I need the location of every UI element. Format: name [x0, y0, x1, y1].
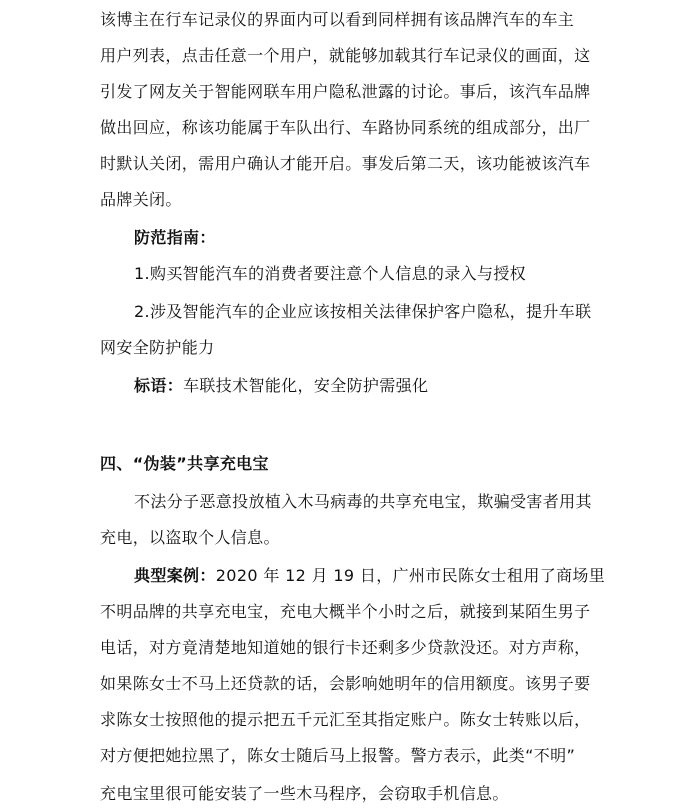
case-line: 如果陈女士不马上还贷款的话，会影响她明年的信用额度。该男子要 — [100, 674, 591, 693]
section-heading: 四、“伪装”共享充电宝 — [100, 454, 269, 473]
paragraph-line: 该博主在行车记录仪的界面内可以看到同样拥有该品牌汽车的车主 — [100, 10, 575, 29]
case-line: 充电宝里很可能安装了一些木马程序，会窃取手机信息。 — [100, 784, 509, 803]
guide-item: 2.涉及智能汽车的企业应该按相关法律保护客户隐私，提升车联 — [134, 302, 592, 321]
guide-item: 1.购买智能汽车的消费者要注意个人信息的录入与授权 — [134, 264, 527, 283]
intro-line: 充电，以盗取个人信息。 — [100, 528, 280, 547]
case-line: 电话，对方竟清楚地知道她的银行卡还剩多少贷款没还。对方声称， — [100, 638, 591, 657]
guide-label: 防范指南： — [134, 228, 216, 247]
paragraph-line: 时默认关闭，需用户确认才能开启。事发后第二天，该功能被该汽车 — [100, 154, 591, 173]
case-line: 不明品牌的共享充电宝，充电大概半个小时之后，就接到某陌生男子 — [100, 602, 591, 621]
case-label: 典型案例： — [134, 566, 216, 585]
paragraph-line: 做出回应，称该功能属于车队出行、车路协同系统的组成部分，出厂 — [100, 118, 591, 137]
paragraph-line: 品牌关闭。 — [100, 190, 182, 209]
case-line: 求陈女士按照他的提示把五千元汇至其指定账户。陈女士转账以后， — [100, 710, 591, 729]
case-line: 对方便把她拉黑了，陈女士随后马上报警。警方表示，此类“不明” — [100, 746, 576, 765]
case-text: 2020 年 12 月 19 日，广州市民陈女士租用了商场里 — [215, 566, 606, 585]
paragraph-line: 用户列表，点击任意一个用户，就能够加载其行车记录仪的画面，这 — [100, 46, 591, 65]
paragraph-line: 引发了网友关于智能网联车用户隐私泄露的讨论。事后，该汽车品牌 — [100, 82, 591, 101]
case-first-line — [134, 564, 606, 588]
slogan — [134, 374, 600, 398]
intro-line: 不法分子恶意投放植入木马病毒的共享充电宝，欺骗受害者用其 — [134, 492, 592, 511]
guide-item-continuation: 网安全防护能力 — [100, 338, 215, 357]
slogan-text: 车联技术智能化，安全防护需强化 — [183, 376, 429, 395]
slogan-label: 标语： — [134, 376, 184, 395]
